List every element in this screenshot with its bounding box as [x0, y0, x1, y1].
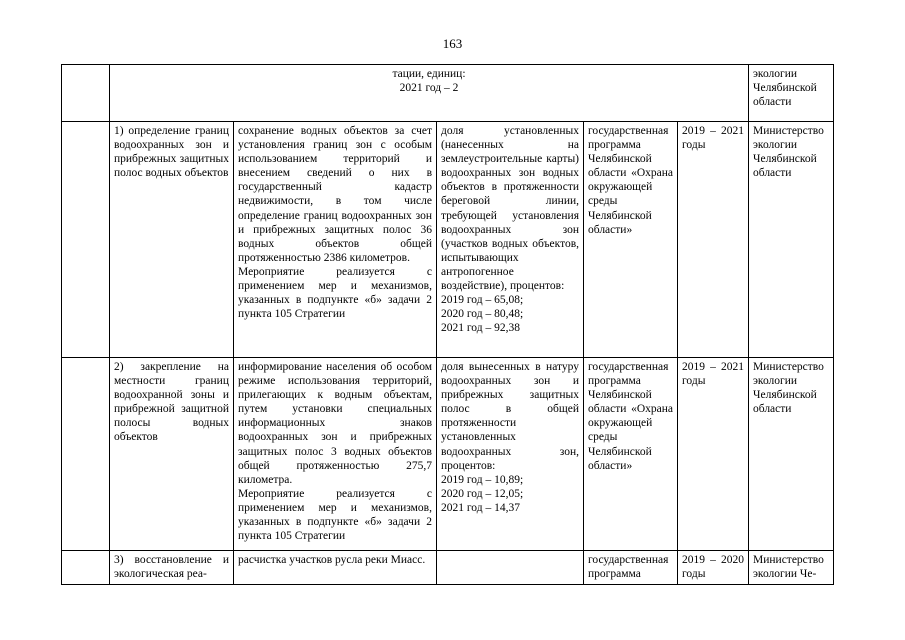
continuation-text-line: 2021 год – 2 [399, 82, 459, 95]
content-paragraph: сохранение водных объектов за счет установления границ зон с особым использованием территорий и внесением сведений о них в государственный кадастр недвижимости, в том числе определение границ водоохранных зон и прибрежных защитных полос 36 водных объектов общей протяженностью 2386 километров. [238, 125, 432, 264]
program-cell: государственная программа [584, 551, 678, 585]
indicator-value: 2019 год – 65,08; [441, 294, 524, 307]
executor-cell: Министерство экологии Челябинской области [749, 358, 834, 551]
content-paragraph: Мероприятие реализуется с применением мер и механизмов, указанных в подпункте «б» задачи 2 пункта 105 Стратегии [238, 265, 432, 321]
indicator-text: доля вынесенных в натуру водоохранных зон и прибрежных защитных полос в общей протяженности установленных водоохранных зон, процентов: [441, 361, 579, 472]
continuation-text-cell [110, 65, 749, 122]
program-cell: государственная программа Челябинской области «Охрана окружающей среды Челябинской области» [584, 358, 678, 551]
indicator-cell [437, 358, 584, 551]
table-row [62, 551, 834, 585]
period-cell: 2019 – 2021 годы [678, 122, 749, 358]
indicator-value: 2021 год – 92,38 [441, 322, 520, 335]
measure-cell: 2) закрепление на местности границ водоохранной зоны и прибрежной защитной полосы водных объектов [110, 358, 234, 551]
indicator-text: доля установленных (нанесенных на землеустроительные карты) водоохранных зон водных объектов в протяженности береговой линии, требующей установления водоохранных зон (участков водных объектов, испытывающих антропогенное воздействие), процентов: [441, 125, 579, 293]
strategy-measures-table [61, 64, 834, 585]
indicator-cell [437, 551, 584, 585]
period-cell: 2019 – 2021 годы [678, 358, 749, 551]
content-paragraph: информирование населения об особом режиме использования территорий, прилегающих к водным объектам, путем установки специальных информационных знаков водоохранных зон и прибрежных защитных полос 3 водных объектов общей протяженностью 275,7 километра. [238, 361, 432, 486]
row-number-cell [62, 122, 110, 358]
executor-cell: экологии Челябинской области [749, 65, 834, 122]
page-number: 163 [442, 36, 463, 51]
table-row-continuation [62, 65, 834, 122]
row-number-cell [62, 65, 110, 122]
content-paragraph: расчистка участков русла реки Миасс. [238, 554, 426, 566]
content-cell [234, 358, 437, 551]
measure-cell: 1) определение границ водоохранных зон и прибрежных защитных полос водных объектов [110, 122, 234, 358]
indicator-cell [437, 122, 584, 358]
period-cell: 2019 – 2020 годы [678, 551, 749, 585]
indicator-value: 2020 год – 80,48; [441, 308, 524, 321]
executor-cell: Министерство экологии Че- [749, 551, 834, 585]
continuation-text-line: тации, единиц: [392, 68, 466, 80]
measure-cell: 3) восстановление и экологическая реа- [110, 551, 234, 585]
table-row [62, 122, 834, 358]
content-cell [234, 551, 437, 585]
content-cell [234, 122, 437, 358]
indicator-value: 2019 год – 10,89; [441, 473, 524, 486]
content-paragraph: Мероприятие реализуется с применением мер и механизмов, указанных в подпункте «б» задачи 2 пункта 105 Стратегии [238, 487, 432, 543]
program-cell: государственная программа Челябинской области «Охрана окружающей среды Челябинской области» [584, 122, 678, 358]
table-row [62, 358, 834, 551]
executor-cell: Министерство экологии Челябинской области [749, 122, 834, 358]
indicator-value: 2021 год – 14,37 [441, 501, 520, 514]
row-number-cell [62, 358, 110, 551]
indicator-value: 2020 год – 12,05; [441, 487, 524, 500]
row-number-cell [62, 551, 110, 585]
